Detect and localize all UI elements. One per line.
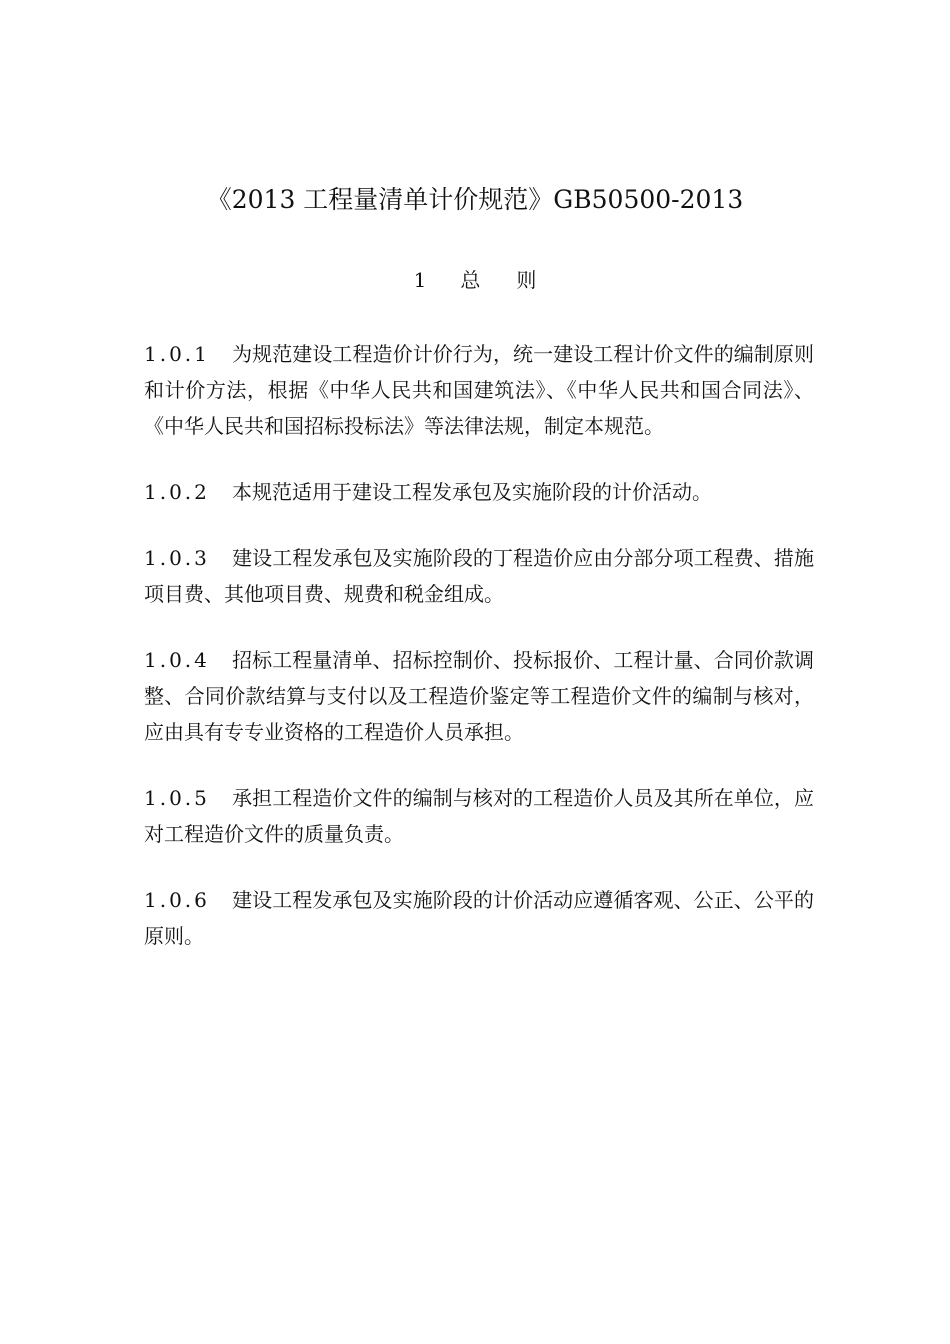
clause-1-0-1: [144, 336, 814, 444]
chapter-heading: [0, 264, 950, 296]
chapter-title-second-char: 则: [516, 268, 537, 292]
clause-text: 招标工程量清单、招标控制价、投标报价、工程计量、合同价款调整、合同价款结算与支付以及工程造价鉴定等工程造价文件的编制与核对，应由具有专专业资格的工程造价人员承担。: [144, 648, 814, 744]
clause-1-0-2: [144, 474, 814, 510]
clause-number: 1.0.2: [144, 480, 210, 504]
document-title: 《2013 工程量清单计价规范》GB50500-2013: [206, 185, 744, 214]
clause-text: 建设工程发承包及实施阶段的计价活动应遵循客观、公正、公平的原则。: [144, 888, 814, 948]
clause-text: 承担工程造价文件的编制与核对的工程造价人员及其所在单位，应对工程造价文件的质量负责。: [144, 786, 814, 846]
clause-1-0-6: [144, 882, 814, 954]
clause-number: 1.0.5: [144, 786, 210, 810]
clause-text: 为规范建设工程造价计价行为，统一建设工程计价文件的编制原则和计价方法，根据《中华人民共和国建筑法》、《中华人民共和国合同法》、《中华人民共和国招标投标法》等法律法规，制定本规范。: [144, 342, 814, 438]
clause-number: 1.0.4: [144, 648, 210, 672]
clause-number: 1.0.6: [144, 888, 210, 912]
clause-text: 本规范适用于建设工程发承包及实施阶段的计价活动。: [232, 480, 712, 504]
clause-list: [144, 336, 814, 984]
clause-text: 建设工程发承包及实施阶段的丁程造价应由分部分项工程费、措施项目费、其他项目费、规费和税金组成。: [144, 546, 814, 606]
clause-number: 1.0.1: [144, 342, 210, 366]
clause-1-0-5: [144, 780, 814, 852]
clause-1-0-3: [144, 540, 814, 612]
clause-number: 1.0.3: [144, 546, 210, 570]
chapter-title-first-char: 总: [460, 268, 481, 292]
chapter-number: 1: [413, 268, 427, 292]
clause-1-0-4: [144, 642, 814, 750]
